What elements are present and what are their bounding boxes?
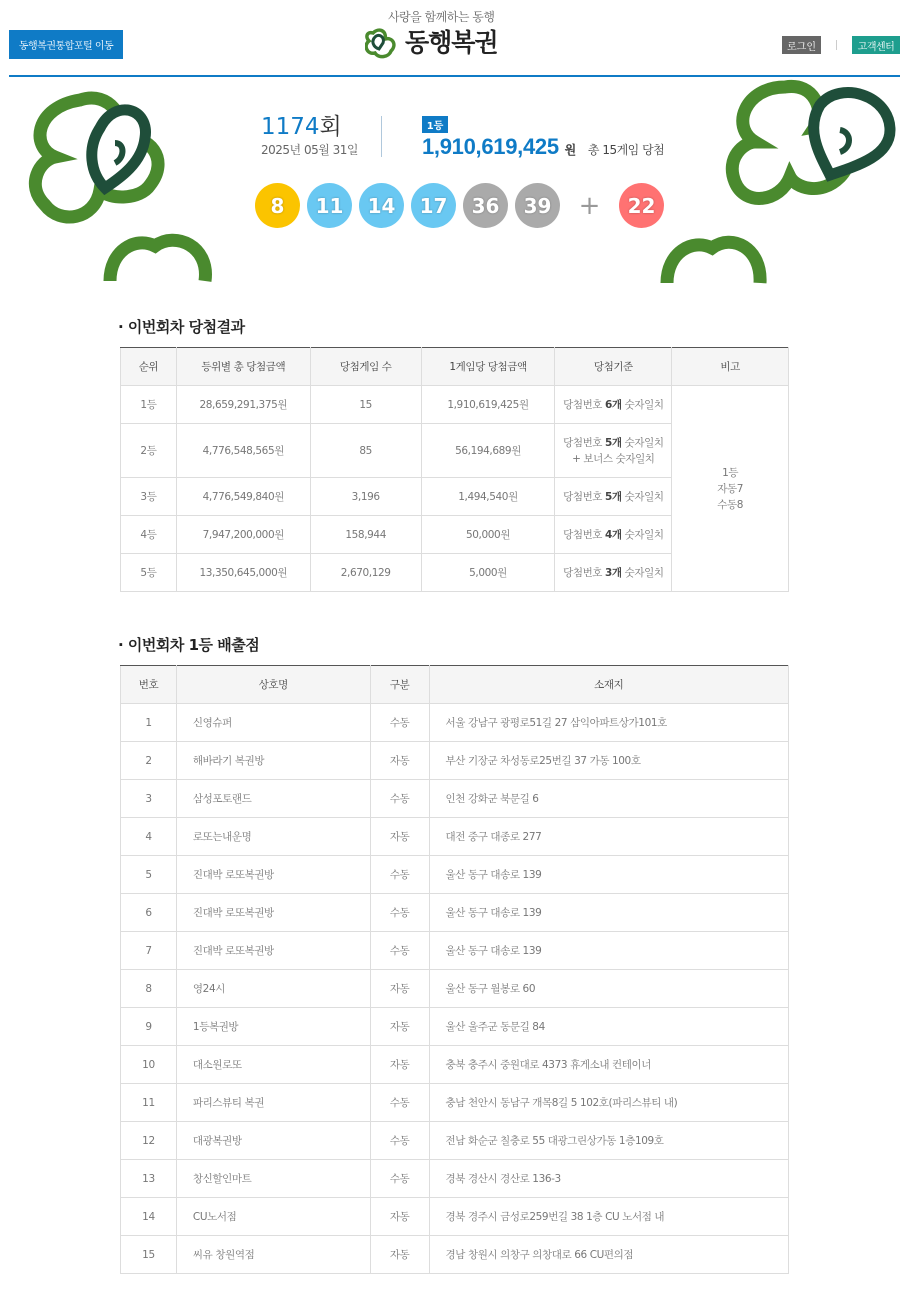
cell-type: 자동 [370,742,429,780]
cell-address: 충북 충주시 중원대로 4373 휴게소내 컨테이너 [429,1046,788,1084]
cell-store-name: 진대박 로또복권방 [176,894,370,932]
cell-number: 10 [121,1046,177,1084]
results-table [120,347,789,592]
table-row [121,1236,789,1274]
cell-type: 자동 [370,818,429,856]
header [0,0,900,78]
cell-store-name: 창신할인마트 [176,1160,370,1198]
cell-per: 5,000원 [421,554,555,592]
criteria-text: 숫자일치 [621,436,664,449]
table-row [121,894,789,932]
cell-per: 1,494,540원 [421,478,555,516]
cell-store-name: 대소원로또 [176,1046,370,1084]
cell-address: 울산 동구 월봉로 60 [429,970,788,1008]
cell-count: 2,670,129 [310,554,421,592]
cell-type: 수동 [370,856,429,894]
cell-total: 4,776,549,840원 [176,478,310,516]
cell-store-name: 신영슈퍼 [176,704,370,742]
cell-number: 4 [121,818,177,856]
table-row [121,780,789,818]
winning-numbers [255,183,671,228]
cell-number: 13 [121,1160,177,1198]
criteria-text: 당첨번호 [563,528,605,541]
cell-store-name: 진대박 로또복권방 [176,856,370,894]
cell-store-name: 1등복권방 [176,1008,370,1046]
table-row [121,1160,789,1198]
cell-number: 12 [121,1122,177,1160]
criteria-bonus: + 보너스 숫자일치 [572,452,655,465]
number-ball: 11 [307,183,352,228]
cell-per: 1,910,619,425원 [421,386,555,424]
cell-store-name: 대광복권방 [176,1122,370,1160]
prize-line [422,134,664,163]
cell-address: 충남 천안시 동남구 개목8길 5 102호(파리스뷰티 내) [429,1084,788,1122]
table-row [121,1122,789,1160]
column-header: 당첨게임 수 [310,348,421,386]
round-number: 1174회 [261,114,342,140]
cell-number: 11 [121,1084,177,1122]
cell-count: 15 [310,386,421,424]
first-prize-amount: 1,910,619,425 원 [422,134,576,159]
criteria-text: 숫자일치 [621,566,664,579]
cell-criteria [555,424,672,478]
portal-button[interactable]: 동행복권통합포털 이동 [9,30,123,59]
criteria-text: 숫자일치 [621,490,664,503]
cell-note [672,386,789,592]
cell-criteria [555,516,672,554]
cell-number: 7 [121,932,177,970]
column-header: 등위별 총 당첨금액 [176,348,310,386]
criteria-text: 숫자일치 [621,398,664,411]
cell-rank: 4등 [121,516,177,554]
login-button[interactable]: 로그인 [782,36,821,54]
cell-number: 3 [121,780,177,818]
criteria-text: 당첨번호 [563,566,605,579]
cell-type: 자동 [370,970,429,1008]
criteria-text: 당첨번호 [563,490,605,503]
column-header: 구분 [370,666,429,704]
clover-decoration-left-icon [20,88,230,283]
cell-rank: 3등 [121,478,177,516]
cell-rank: 2등 [121,424,177,478]
cell-type: 자동 [370,1198,429,1236]
total-winning-games: 총 15게임 당첨 [587,143,665,157]
criteria-text: 당첨번호 [563,436,605,449]
criteria-count: 6개 [605,398,622,411]
rank-badge: 1등 [422,116,448,133]
cell-type: 수동 [370,780,429,818]
cell-address: 울산 동구 대송로 139 [429,856,788,894]
column-header: 당첨기준 [555,348,672,386]
table-row [121,742,789,780]
cell-store-name: 영24시 [176,970,370,1008]
cell-number: 9 [121,1008,177,1046]
table-row [121,1084,789,1122]
cell-store-name: 삼성포토랜드 [176,780,370,818]
note-line: 1등 [722,466,739,479]
cell-address: 서울 강남구 광평로51길 27 삼익아파트상가101호 [429,704,788,742]
table-row [121,386,789,424]
cell-total: 28,659,291,375원 [176,386,310,424]
cell-count: 3,196 [310,478,421,516]
cell-store-name: 파리스뷰티 복권 [176,1084,370,1122]
number-ball: 14 [359,183,404,228]
cell-count: 158,944 [310,516,421,554]
column-header: 소재지 [429,666,788,704]
clover-logo-icon [365,27,401,59]
divider [836,40,837,50]
table-row [121,1198,789,1236]
table-row [121,704,789,742]
criteria-text: 당첨번호 [563,398,605,411]
table-row [121,970,789,1008]
stores-table [120,665,789,1274]
cell-address: 울산 동구 대송로 139 [429,894,788,932]
cell-store-name: 진대박 로또복권방 [176,932,370,970]
round-info [261,113,358,158]
cell-type: 자동 [370,1236,429,1274]
cell-address: 울산 울주군 동문길 84 [429,1008,788,1046]
results-title: · 이번회차 당첨결과 [118,318,245,336]
column-header: 비고 [672,348,789,386]
cell-type: 자동 [370,1046,429,1084]
cell-type: 수동 [370,1160,429,1198]
cell-address: 경남 창원시 의창구 의창대로 66 CU편의점 [429,1236,788,1274]
cell-address: 경북 경산시 경산로 136-3 [429,1160,788,1198]
draw-date: 2025년 05월 31일 [261,143,358,157]
cell-number: 5 [121,856,177,894]
cell-store-name: 로또는내운명 [176,818,370,856]
table-row [121,1008,789,1046]
bonus-ball: 22 [619,183,664,228]
stores-title: · 이번회차 1등 배출점 [118,636,260,654]
criteria-count: 4개 [605,528,622,541]
logo-slogan: 사랑을 함께하는 동행 [388,10,495,24]
plus-icon: + [578,190,601,221]
divider [381,116,382,157]
cell-type: 수동 [370,894,429,932]
cell-address: 울산 동구 대송로 139 [429,932,788,970]
criteria-count: 5개 [605,436,622,449]
column-header: 번호 [121,666,177,704]
cell-criteria [555,386,672,424]
cell-type: 수동 [370,932,429,970]
cell-address: 전남 화순군 칠충로 55 대광그린상가동 1층109호 [429,1122,788,1160]
table-row [121,932,789,970]
note-line: 수동8 [717,498,743,511]
cell-number: 6 [121,894,177,932]
number-ball: 8 [255,183,300,228]
cell-per: 50,000원 [421,516,555,554]
customer-center-button[interactable]: 고객센터 [852,36,900,54]
criteria-count: 3개 [605,566,622,579]
cell-number: 1 [121,704,177,742]
table-row [121,818,789,856]
cell-store-name: 해바라기 복권방 [176,742,370,780]
cell-number: 2 [121,742,177,780]
number-ball: 17 [411,183,456,228]
cell-type: 수동 [370,1122,429,1160]
cell-total: 13,350,645,000원 [176,554,310,592]
cell-number: 15 [121,1236,177,1274]
cell-number: 8 [121,970,177,1008]
cell-address: 대전 중구 대종로 277 [429,818,788,856]
cell-total: 4,776,548,565원 [176,424,310,478]
cell-rank: 1등 [121,386,177,424]
note-line: 자동7 [717,482,743,495]
cell-number: 14 [121,1198,177,1236]
cell-per: 56,194,689원 [421,424,555,478]
table-row [121,1046,789,1084]
cell-store-name: 씨유 창원역점 [176,1236,370,1274]
cell-address: 인천 강화군 북문길 6 [429,780,788,818]
cell-criteria [555,554,672,592]
criteria-count: 5개 [605,490,622,503]
column-header: 1게임당 당첨금액 [421,348,555,386]
logo[interactable] [365,27,498,59]
cell-type: 수동 [370,1084,429,1122]
number-ball: 39 [515,183,560,228]
column-header: 순위 [121,348,177,386]
criteria-text: 숫자일치 [621,528,664,541]
table-row [121,856,789,894]
cell-total: 7,947,200,000원 [176,516,310,554]
number-ball: 36 [463,183,508,228]
cell-type: 자동 [370,1008,429,1046]
cell-address: 경북 경주시 금성로259번길 38 1층 CU 노서점 내 [429,1198,788,1236]
clover-decoration-right-icon [655,75,900,285]
cell-type: 수동 [370,704,429,742]
cell-address: 부산 기장군 차성동로25번길 37 가동 100호 [429,742,788,780]
cell-criteria [555,478,672,516]
logo-text: 동행복권 [405,28,498,57]
column-header: 상호명 [176,666,370,704]
cell-count: 85 [310,424,421,478]
cell-store-name: CU노서점 [176,1198,370,1236]
cell-rank: 5등 [121,554,177,592]
